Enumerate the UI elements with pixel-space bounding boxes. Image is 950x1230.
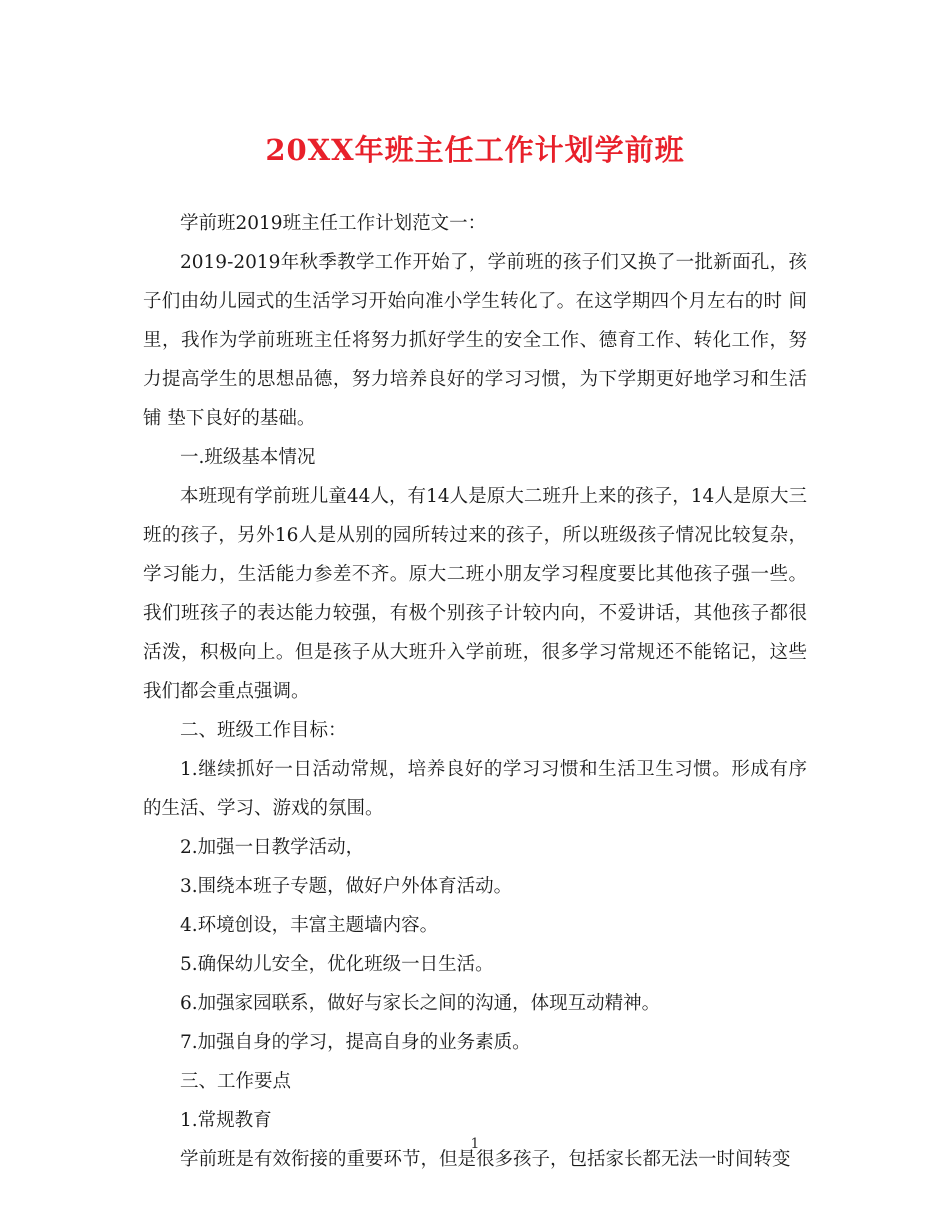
heading-class-goals: 二、班级工作目标：: [180, 720, 347, 741]
goal-item-6: 6.加强家园联系，做好与家长之间的沟通，体现互动精神。: [180, 993, 661, 1014]
paragraph-class-basics: 本班现有学前班儿童44人，有14人是原大二班升上来的孩子，14人是原大三班的孩子，另外16人是从别的园所转过来的孩子，所以班级孩子情况比较复杂，学习能力，生活能力参差不齐。原大二班小朋友学习程度要比其他孩子强一些。我们班孩子的表达能力较强，有极个别孩子计较内向，不爱讲话，其他孩子都很活泼，积极向上。但是孩子从大班升入学前班，很多学习常规还不能铭记，这些我们都会重点强调。: [143, 486, 807, 702]
goal-item-1: 1.继续抓好一日活动常规，培养良好的学习习惯和生活卫生习惯。形成有序的生活、学习、游戏的氛围。: [143, 759, 807, 819]
paragraph-overview: 2019-2019年秋季教学工作开始了，学前班的孩子们又换了一批新面孔，孩子们由幼儿园式的生活学习开始向准小学生转化了。在这学期四个月左右的时 间里，我作为学前班班主任将努力抓好学生的安全工作、德育工作、转化工作，努力提高学生的思想品德，努力培养良好的学习习惯，为下学期更好地学习和生活铺 垫下良好的基础。: [143, 252, 807, 429]
goal-item-5: 5.确保幼儿安全，优化班级一日生活。: [180, 954, 494, 975]
goal-item-7: 7.加强自身的学习，提高自身的业务素质。: [180, 1032, 531, 1053]
heading-class-basics: 一.班级基本情况: [180, 447, 316, 468]
paragraph-routine-education: 学前班是有效衔接的重要环节，但是很多孩子，包括家长都无法一时间转变: [180, 1149, 791, 1170]
goal-item-4: 4.环境创设，丰富主题墙内容。: [180, 915, 439, 936]
paragraph-intro: 学前班2019班主任工作计划范文一：: [180, 213, 487, 234]
document-title: 20XX年班主任工作计划学前班: [265, 133, 685, 167]
subheading-routine-education: 1.常规教育: [180, 1110, 272, 1131]
document-body: [143, 204, 807, 1179]
heading-work-points: 三、工作要点: [180, 1071, 292, 1092]
page-number: 1: [470, 1136, 480, 1152]
goal-item-2: 2.加强一日教学活动，: [180, 837, 365, 858]
goal-item-3: 3.围绕本班子专题，做好户外体育活动。: [180, 876, 513, 897]
